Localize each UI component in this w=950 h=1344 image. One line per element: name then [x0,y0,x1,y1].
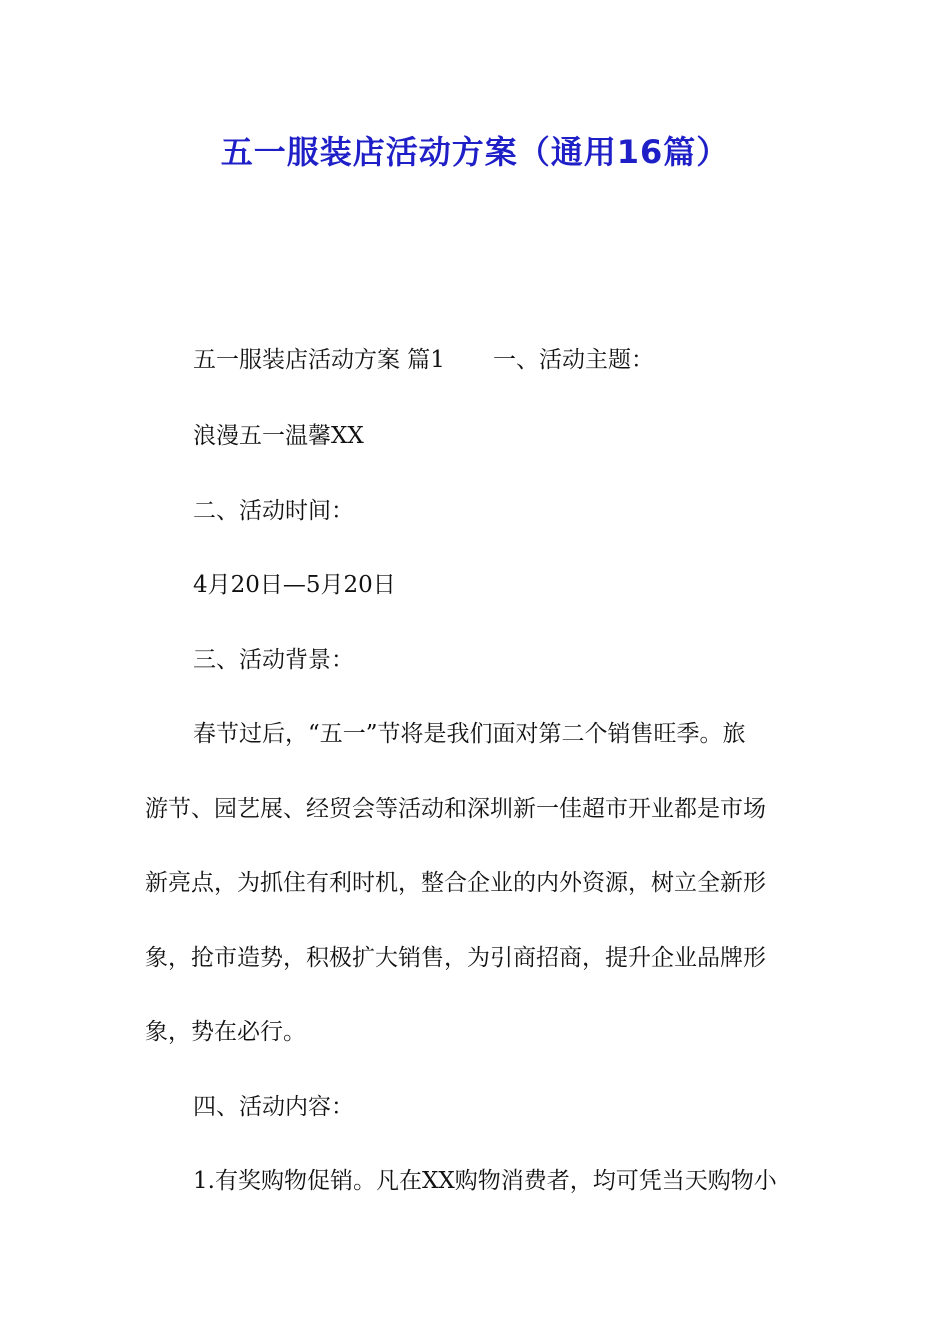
first-line [193,344,853,376]
paragraph-line: 1.有奖购物促销。凡在XX购物消费者，均可凭当天购物小 [193,1168,777,1194]
paragraph-line: 象，抢市造势，积极扩大销售，为引商招商，提升企业品牌形 [145,945,766,971]
article-heading: 五一服装店活动方案 篇1 [193,347,445,373]
paragraph-line: 4月20日—5月20日 [193,572,396,598]
paragraph-line: 象，势在必行。 [145,1019,306,1045]
document-title: 五一服装店活动方案（通用16篇） [220,133,730,171]
paragraph-line: 春节过后，“五一”节将是我们面对第二个销售旺季。旅 [193,721,746,747]
section-heading-content: 四、活动内容： [193,1094,354,1120]
section-heading-time: 二、活动时间： [193,498,354,524]
section-heading-theme: 一、活动主题： [492,347,654,373]
paragraph-line: 游节、园艺展、经贸会等活动和深圳新一佳超市开业都是市场 [145,796,766,822]
paragraph-line: 浪漫五一温馨XX [193,423,364,449]
paragraph-line: 新亮点，为抓住有利时机，整合企业的内外资源，树立全新形 [145,870,766,896]
section-heading-background: 三、活动背景： [193,647,354,673]
